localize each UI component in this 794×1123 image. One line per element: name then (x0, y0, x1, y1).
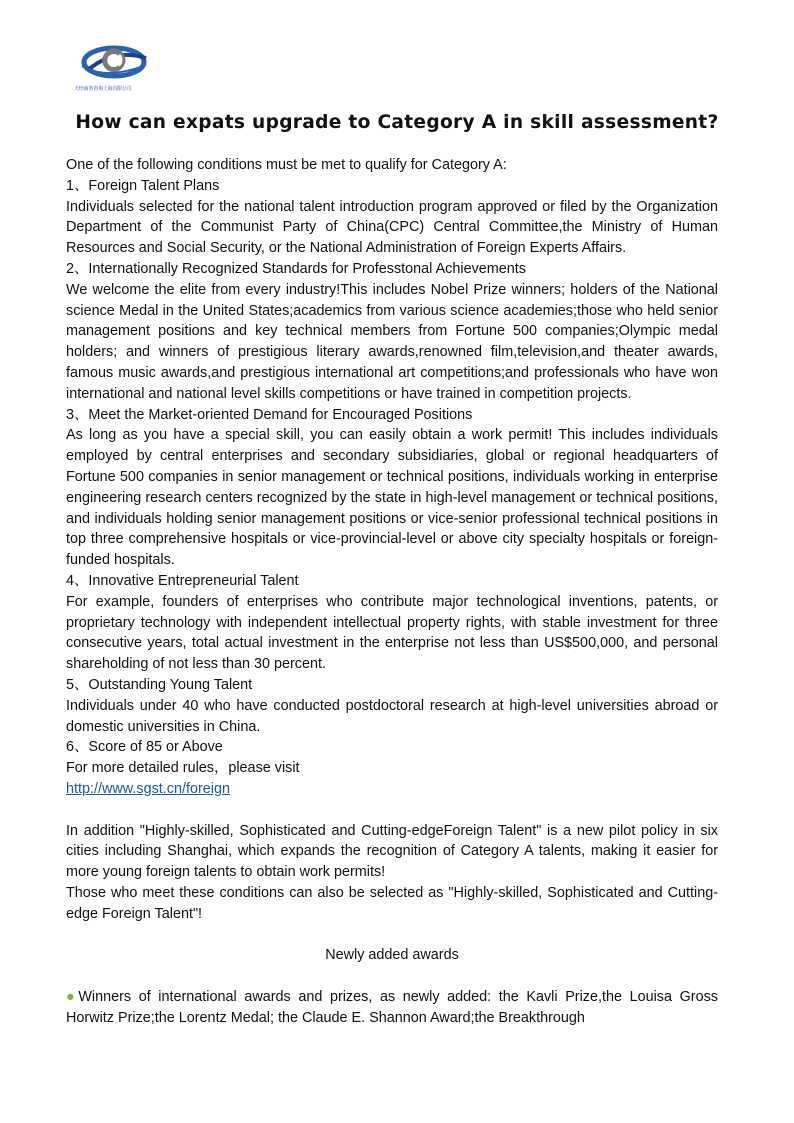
addition-text-2: Those who meet these conditions can also be selected as "Highly-skilled, Sophisticated and Cutting-edge Foreign Talent"! (66, 884, 718, 922)
addition-text: In addition "Highly-skilled, Sophisticated and Cutting-edgeForeign Talent" is a new pilot policy in six cities including Shanghai, which expands the recognition of Category A talents, making it easier for more young foreign talents to obtain work permits! (66, 822, 718, 881)
spacer (66, 924, 718, 945)
awards-paragraph (66, 987, 718, 1029)
section-2-heading: 2、Internationally Recognized Standards for Professtonal Achievements (66, 260, 526, 277)
section-1-heading: 1、Foreign Talent Plans (66, 177, 220, 194)
section-3-body: As long as you have a special skill, you can easily obtain a work permit! This includes individuals employed by central enterprises and secondary subsidiaries, global or regional headquarters of Fortune 500 companies in senior management or technical positions, individuals working in enterprise engineering research centers recognized by the state in high-level management or technical positions, and individuals holding senior management positions or vice-senior professional technical positions in top three comprehensive hospitals or vice-provincial-level or above city specialty hospitals or foreign-funded hospitals. (66, 427, 718, 569)
company-logo (74, 40, 158, 96)
awards-text: Winners of international awards and prizes, as newly added: the Kavli Prize,the Louisa Gross Horwitz Prize;the Lorentz Medal; the Claude E. Shannon Award;the Breakthrough (66, 988, 718, 1026)
logo-caption: 天经商务咨询上海有限公司 (74, 86, 132, 92)
section-5-heading: 5、Outstanding Young Talent (66, 676, 253, 693)
section-1-body: Individuals selected for the national talent introduction program approved or filed by the Organization Department of the Communist Party of China(CPC) Central Committee,the Ministry of Human Resources and Social Security, or the National Administration of Foreign Experts Affairs. (66, 198, 718, 257)
intro-text: One of the following conditions must be met to qualify for Category A: (66, 157, 507, 173)
document-body (66, 155, 718, 1028)
page-title: How can expats upgrade to Category A in skill assessment? (75, 112, 719, 133)
rules-text: For more detailed rules，please visit (66, 760, 300, 777)
bullet-icon: ● (66, 988, 79, 1005)
spacer (66, 800, 718, 821)
company-logo-icon (74, 40, 158, 86)
section-6-heading: 6、Score of 85 or Above (66, 739, 223, 756)
section-4-heading: 4、Innovative Entrepreneurial Talent (66, 572, 299, 589)
section-5-body: Individuals under 40 who have conducted postdoctoral research at high-level universities abroad or domestic universities in China. (66, 697, 718, 735)
section-4-body: For example, founders of enterprises who contribute major technological inventions, patents, or proprietary technology with independent intellectual property rights, with stable investment for three consecutive years, total actual investment in the enterprise not less than US$500,000, and personal shareholding of not less than 30 percent. (66, 593, 718, 673)
section-2-body: We welcome the elite from every industry!This includes Nobel Prize winners; holders of the National science Medal in the United States;academics from various science academies;those who held senior management positions and key technical members from Fortune 500 companies;Olympic medal holders; and winners of prestigious literary awards,renowned film,television,and theater awards, famous music awards,and prestigious international art competitions;and professionals who have won international and national level skills competitions or have trained in competition projects. (66, 281, 718, 402)
awards-heading: Newly added awards (325, 947, 459, 964)
section-3-heading: 3、Meet the Market-oriented Demand for Encouraged Positions (66, 406, 473, 423)
foreign-link[interactable]: http://www.sgst.cn/foreign (66, 780, 230, 797)
spacer (66, 966, 718, 987)
